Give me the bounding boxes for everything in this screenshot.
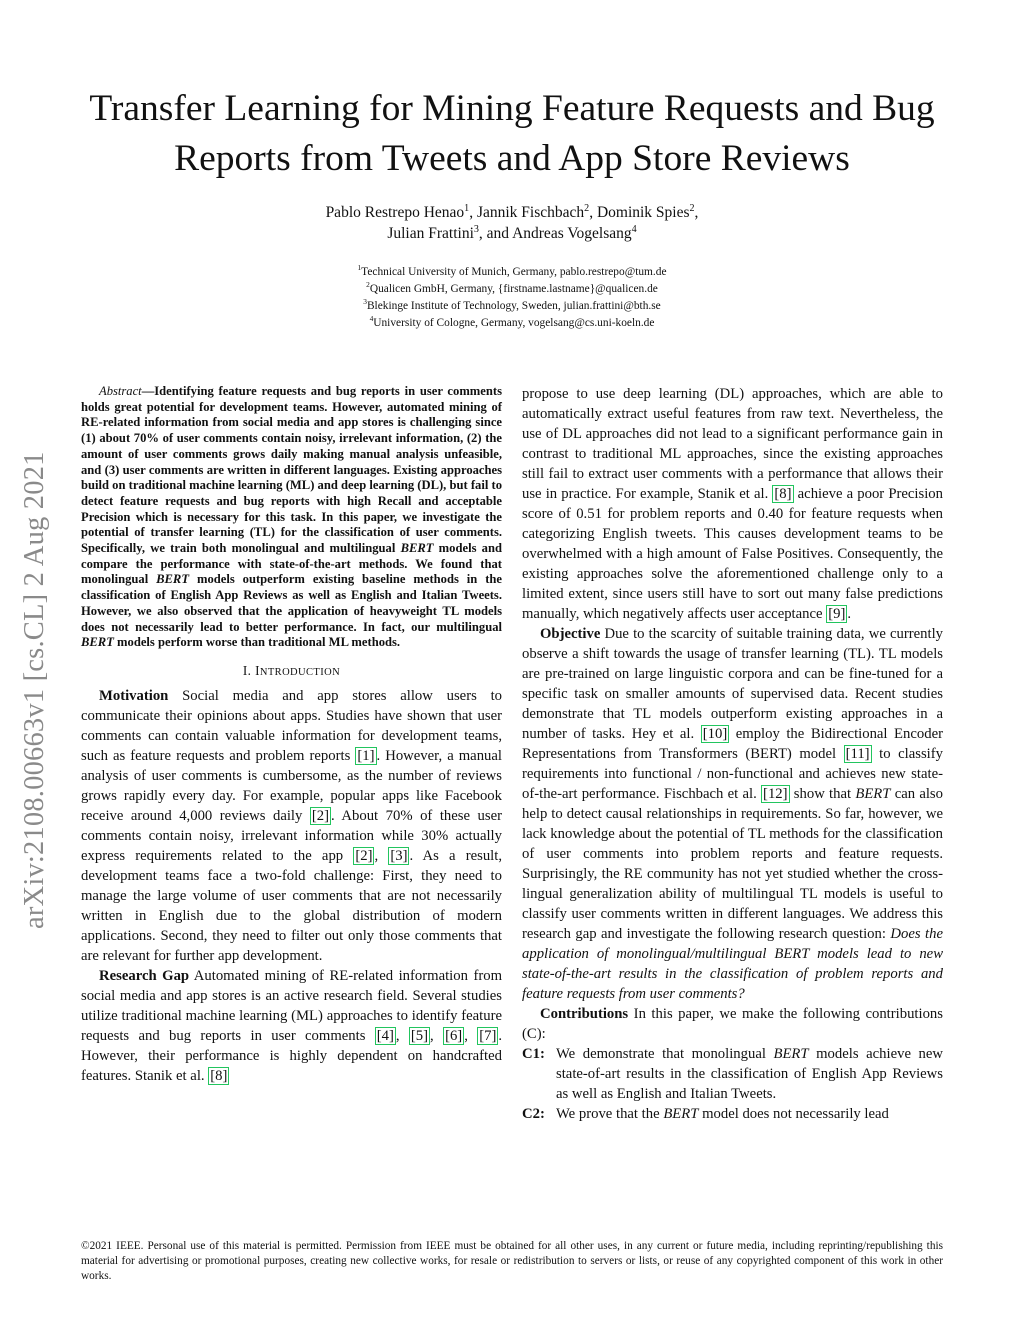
paragraph-text: . As a result, development teams face a two-fold challenge: First, they need to manage the large volume of user comments that are not necessarily written in English due to the global distribution of modern applications. Second, they need to filter out only those comments that are relevant for further app development. [81,847,503,964]
motivation-paragraph [81,686,502,966]
paragraph-text: show that [789,786,856,802]
section-title-rest: NTRODUCTION [259,666,341,678]
research-gap-paragraph [81,966,502,1086]
arxiv-identifier: arXiv:2108.00663v1 [cs.CL] 2 Aug 2021 [19,451,50,929]
section-initial: I [255,662,260,678]
model-term: BERT [855,786,891,802]
paragraph-text: . However, their performance is highly dependent on handcrafted features. Stanik et al. [81,1027,503,1084]
affil-mark: 4 [369,314,374,324]
citation-link[interactable]: [11] [845,746,870,762]
contribution-label: C1: [522,1046,545,1062]
abstract-text: Identifying feature requests and bug reports in user comments holds great potential for development teams. However, automated mining of RE-related information from social media and app stores is challenging since (1) about 70% of user comments contain noisy, irrelevant information, (2) the amount of user comments grows daily making manual analysis unfeasible, and (3) user comments are written in different languages. Existing approaches build on traditional machine learning (ML) and deep learning (DL), but fail to detect feature requests and bug reports with high Recall and acceptable Precision which is necessary for this task. In this paper, we investigate the potential of transfer learning (TL) for the classification of user comments. Specifically, we train both monolingual and multilingual [81,384,502,556]
abstract-term: BERT [156,572,190,587]
citation-link[interactable]: [3] [390,847,408,864]
paragraph-text: . [847,606,852,622]
affiliation [100,264,924,281]
author-name: Pablo Restrepo Henao [325,204,465,221]
section-numeral: I. [242,662,256,678]
abstract-text: models perform worse than traditional ML methods. [113,635,401,650]
citation-link[interactable]: [8] [210,1067,228,1084]
paragraph-text: Automated mining of RE-related information from social media and app stores is an active research field. Several studies utilize traditional machine learning (ML) approaches to identify feature requests and bug reports in user comments [81,967,502,1044]
citation-link[interactable]: [9] [828,606,846,622]
author-name: Julian Frattini [387,225,474,242]
paragraph-label: Contributions [540,1006,629,1022]
affil-mark: 2 [366,280,370,290]
citation-link[interactable]: [4] [376,1027,394,1044]
paragraph-text: , [395,1027,409,1044]
author-affil-mark: 1 [464,202,470,214]
contribution-item [522,1044,943,1104]
research-gap-continued [522,384,943,624]
paragraph-text: . About 70% of these user comments contain noisy, irrelevant information while 30% actually express requirements related to the app [81,807,502,864]
citation-link[interactable]: [5] [410,1027,429,1044]
author-name: Dominik Spies [596,204,690,221]
abstract-dash: — [141,384,155,398]
paragraph-text: employ the Bidirectional Encoder Representations from Transformers (BERT) model [522,726,943,762]
paragraph-text: achieve a poor Precision score of 0.51 for problem reports and 0.40 for feature requests when categorizing English tweets. This causes development teams to be overwhelmed with a high amount of False Positives. Consequently, the existing approaches solve the aforementioned challenge only to a limited extent, since users still have to sort out many false predictions manually, which negatively affects user acceptance [522,486,943,622]
model-term: BERT [773,1046,809,1062]
author-affil-mark: 4 [631,223,637,235]
paragraph-text: , [430,1027,444,1044]
citation-link[interactable]: [8] [774,486,792,502]
paragraph-text: propose to use deep learning (DL) approaches, which are able to automatically extract useful features from raw text. Nevertheless, the use of DL approaches did not lead to a significant performance gain in contrast to traditional ML approaches, since the existing approaches still fail to extract user comments with a performance that allows their use in practice. For example, Stanik et al. [522,386,943,502]
paragraph-text: to classify requirements into functional / non-functional and achieves new state-of-the-art performance. Fischbach et al. [522,746,943,802]
affiliation [100,281,924,298]
left-column [81,384,502,1086]
contribution-text: We demonstrate that monolingual [556,1046,774,1062]
contribution-text: We prove that the [556,1106,664,1122]
citation-link[interactable]: [12] [763,786,788,802]
affiliation-text: Qualicen GmbH, Germany, {firstname.lastname}@qualicen.de [369,283,658,295]
paragraph-text: In this paper, we make the following contributions (C): [522,1006,943,1042]
paragraph-text: Social media and app stores allow users to communicate their opinions about apps. Studies have shown that user comments can contain valuable information for development teams, such as feature requests and problem reports [81,687,502,764]
contributions-paragraph [522,1004,943,1044]
paragraph-text: . However, a manual analysis of user comments is cumbersome, as the number of reviews grows rapidly every day. For example, popular apps like Facebook receive around 4,000 reviews daily [81,747,502,824]
citation-link[interactable]: [2] [355,847,373,864]
affiliation-text: Technical University of Munich, Germany, pablo.restrepo@tum.de [361,266,667,278]
contribution-text: model does not necessarily lead [698,1106,889,1122]
abstract [81,384,502,651]
abstract-term: BERT [400,541,434,556]
contribution-text: models achieve new state-of-art results in the classification of English App Reviews as well as English and Italian Tweets. [556,1046,943,1102]
abstract-text: models outperform existing baseline methods in the classification of English App Reviews as well as English and Italian Tweets. However, we also observed that the application of heavyweight TL models does not necessarily lead to better performance. In fact, our multilingual [81,572,502,634]
author-affil-mark: 2 [689,202,695,214]
author-name: Andreas Vogelsang [512,225,632,242]
author-name: Jannik Fischbach [476,204,585,221]
affiliation-text: Blekinge Institute of Technology, Sweden, julian.frattini@bth.se [366,300,661,312]
citation-link[interactable]: [2] [311,807,330,824]
abstract-term: BERT [81,635,114,650]
author-affil-mark: 2 [584,202,590,214]
affiliation-list [100,264,924,332]
paragraph-text: can also help to detect causal relationships in requirements. So far, however, we lack knowledge about the potential of TL methods for the classification of user comments into problem reports and feature requests. Surprisingly, the RE community has not yet studied whether the cross-lingual generalization ability of multilingual TL models is useful to classify user comments written in different languages. We address this research gap and investigate the following research question: [522,786,943,942]
paragraph-label: Objective [540,626,601,642]
author-separator: , and [478,225,513,242]
objective-paragraph [522,624,943,1004]
section-heading [81,663,502,679]
model-term: BERT [663,1106,699,1122]
paragraph-text: , [464,1027,478,1044]
research-question: Does the application of monolingual/multilingual BERT models lead to new state-of-the-art results in the classification of problem reports and feature requests from user comments? [522,926,943,1002]
paragraph-text: , [374,847,389,864]
citation-link[interactable]: [1] [357,747,375,764]
affil-mark: 1 [357,263,362,273]
paragraph-text: Due to the scarcity of suitable training data, we currently observe a shift towards the usage of transfer learning (TL). TL models are pre-trained on large linguistic corpora and can be fine-tuned for a specific task on smaller amounts of supervised data. Recent studies demonstrate that TL models outperform existing approaches in a number of tasks. Hey et al. [522,626,943,742]
citation-link[interactable]: [10] [702,726,728,742]
affiliation [100,298,924,315]
paragraph-label: Motivation [99,687,169,704]
abstract-text: models and compare the performance with state-of-the-art methods. We found that monolingual [81,541,502,587]
right-column [522,384,943,1124]
author-list: Pablo Restrepo Henao$^1$, Jannik Fischbach$^2$, Dominik Spies$^2$, Julian Frattini$^3$, and Andreas Vogelsang$^4$ [325,202,699,242]
affil-mark: 3 [363,297,367,307]
affiliation-text: University of Cologne, Germany, vogelsang@cs.uni-koeln.de [373,317,655,329]
copyright-notice: ©2021 IEEE. Personal use of this material is permitted. Permission from IEEE must be obtained for all other uses, in any current or future media, including reprinting/republishing this material for advertising or promotional purposes, creating new collective works, for resale or redistribution to servers or lists, or reuse of any copyrighted component of this work in other works. [81,1240,943,1282]
citation-link[interactable]: [7] [479,1027,497,1044]
paper-title: Transfer Learning for Mining Feature Requests and Bug Reports from Tweets and App Store Reviews [89,88,935,179]
contribution-item [522,1104,943,1124]
contribution-label: C2: [522,1106,545,1122]
paragraph-label: Research Gap [99,967,190,984]
affiliation [100,315,924,332]
author-affil-mark: 3 [473,223,479,235]
citation-link[interactable]: [6] [445,1027,463,1044]
abstract-label: Abstract [99,384,142,398]
